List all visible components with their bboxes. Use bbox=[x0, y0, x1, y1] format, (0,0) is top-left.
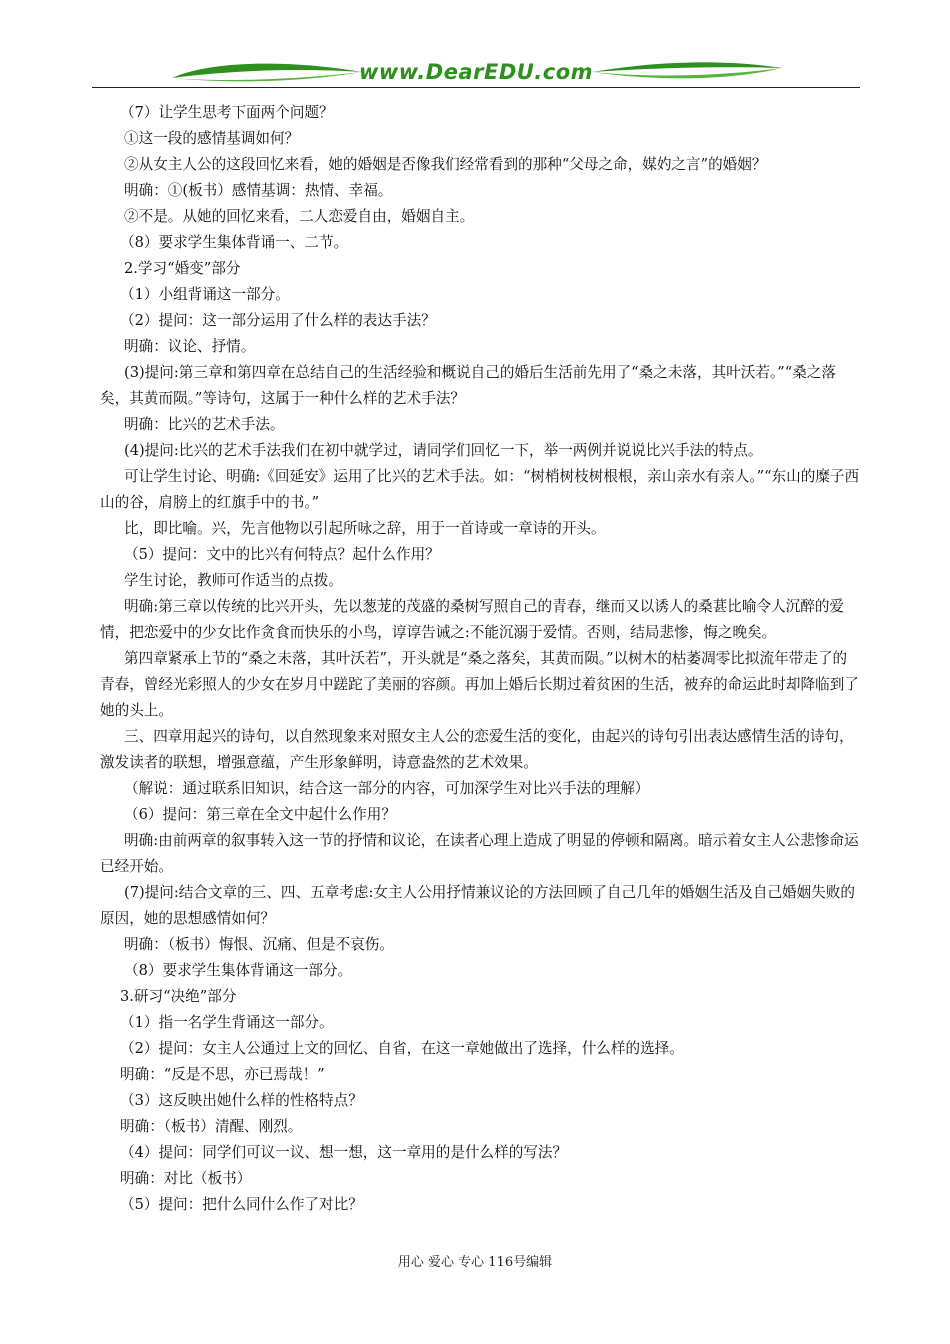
paragraph: 明确：（板书）悔恨、沉痛、但是不哀伤。 bbox=[124, 936, 394, 953]
paragraph: （8）要求学生集体背诵这一部分。 bbox=[124, 962, 353, 979]
paragraph: ①这一段的感情基调如何？ bbox=[124, 130, 300, 147]
paragraph: （6）提问：第三章在全文中起什么作用？ bbox=[124, 806, 396, 823]
paragraph: 学生讨论，教师可作适当的点拨。 bbox=[124, 572, 343, 589]
paragraph: 比，即比喻。兴，先言他物以引起所咏之辞，用于一首诗或一章诗的开头。 bbox=[124, 520, 606, 537]
paragraph: （1）小组背诵这一部分。 bbox=[120, 286, 290, 303]
paragraph: 可让学生讨论、明确:《回延安》运用了比兴的艺术手法。如：“树梢树枝树根根，亲山亲水有亲人。”“东山的糜子西山的谷，肩膀上的红旗手中的书。” bbox=[100, 468, 860, 511]
paragraph: 明确:由前两章的叙事转入这一节的抒情和议论，在读者心理上造成了明显的停顿和隔离。暗示着女主人公悲惨命运已经开始。 bbox=[100, 832, 859, 875]
page-footer: 用心 爱心 专心 116号编辑 bbox=[397, 1255, 553, 1270]
paragraph: （解说：通过联系旧知识，结合这一部分的内容，可加深学生对比兴手法的理解） bbox=[124, 780, 650, 797]
section-heading: 2.学习“婚变”部分 bbox=[124, 260, 241, 277]
paragraph: 明确:第三章以传统的比兴开头，先以葱茏的茂盛的桑树写照自己的青春，继而又以诱人的桑葚比喻令人沉醉的爱情，把恋爱中的少女比作贪食而快乐的小鸟，谆谆告诫之:不能沉溺于爱情。否则，结局悲惨，悔之晚矣。 bbox=[100, 598, 845, 641]
paragraph: 明确：“反是不思，亦已焉哉！” bbox=[120, 1066, 325, 1083]
paragraph: 第四章紧承上节的“桑之未落，其叶沃若”，开头就是“桑之落矣，其黄而陨。”以树木的枯萎凋零比拟流年带走了的青春，曾经光彩照人的少女在岁月中蹉跎了美丽的容颜。再加上婚后长期过着贫困的生活，被弃的命运此时却降临到了她的头上。 bbox=[100, 650, 859, 719]
paragraph: 明确：①(板书）感情基调：热情、幸福。 bbox=[124, 182, 393, 199]
paragraph: (4)提问:比兴的艺术手法我们在初中就学过，请同学们回忆一下，举一两例并说说比兴手法的特点。 bbox=[124, 442, 763, 459]
paragraph: 明确：对比（板书） bbox=[120, 1170, 252, 1187]
paragraph: 明确：（板书）清醒、刚烈。 bbox=[120, 1118, 303, 1135]
paragraph: （4）提问：同学们可议一议、想一想，这一章用的是什么样的写法？ bbox=[120, 1144, 568, 1161]
site-logo: www.DearEDU.com bbox=[358, 60, 594, 84]
paragraph: （3）这反映出她什么样的性格特点？ bbox=[120, 1092, 363, 1109]
paragraph: （2）提问：女主人公通过上文的回忆、自省，在这一章她做出了选择，什么样的选择。 bbox=[120, 1040, 684, 1057]
paragraph: ②从女主人公的这段回忆来看，她的婚姻是否像我们经常看到的那种“父母之命，媒妁之言”的婚姻？ bbox=[124, 156, 767, 173]
paragraph: （2）提问：这一部分运用了什么样的表达手法？ bbox=[120, 312, 436, 329]
paragraph: 三、四章用起兴的诗句，以自然现象来对照女主人公的恋爱生活的变化，由起兴的诗句引出表达感情生活的诗句，激发读者的联想，增强意蕴，产生形象鲜明，诗意盎然的艺术效果。 bbox=[100, 728, 854, 771]
paragraph: （5）提问：文中的比兴有何特点？起什么作用？ bbox=[124, 546, 440, 563]
paragraph: （7）让学生思考下面两个问题？ bbox=[120, 104, 334, 121]
paragraph: (7)提问:结合文章的三、四、五章考虑:女主人公用抒情兼议论的方法回顾了自己几年的婚姻生活及自己婚姻失败的原因，她的思想感情如何？ bbox=[100, 884, 856, 927]
paragraph: (3)提问:第三章和第四章在总结自己的生活经验和概说自己的婚后生活前先用了“桑之未落，其叶沃若。”“桑之落矣，其黄而陨。”等诗句，这属于一种什么样的艺术手法？ bbox=[100, 364, 836, 407]
header-divider bbox=[92, 87, 860, 88]
paragraph: （5）提问：把什么同什么作了对比？ bbox=[120, 1196, 363, 1213]
document-body bbox=[100, 100, 860, 1218]
paragraph: 明确：比兴的艺术手法。 bbox=[124, 416, 285, 433]
paragraph: （8）要求学生集体背诵一、二节。 bbox=[120, 234, 349, 251]
paragraph: 明确：议论、抒情。 bbox=[124, 338, 256, 355]
paragraph: （1）指一名学生背诵这一部分。 bbox=[120, 1014, 334, 1031]
section-heading: 3.研习“决绝”部分 bbox=[120, 988, 237, 1005]
paragraph: ②不是。从她的回忆来看，二人恋爱自由，婚姻自主。 bbox=[124, 208, 475, 225]
